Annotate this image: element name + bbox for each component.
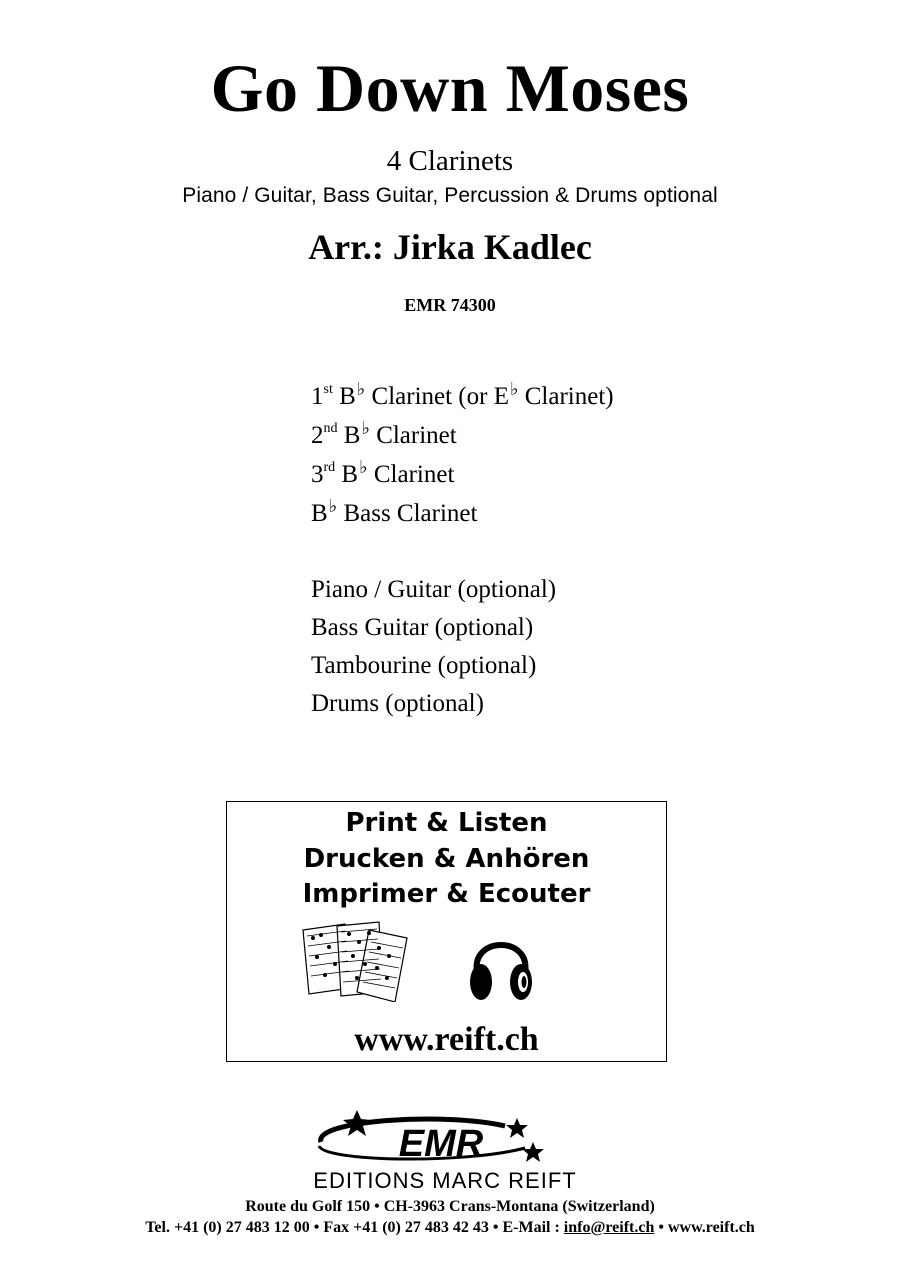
clarinet-parts-list (311, 378, 614, 534)
svg-text:EMR: EMR (398, 1123, 484, 1165)
website-link[interactable]: www.reift.ch (354, 1021, 539, 1058)
promo-line-german: Drucken & Anhören (303, 844, 590, 874)
publisher-address: Route du Golf 150 • CH-3963 Crans-Montana (Switzerland) (245, 1198, 655, 1215)
part-bass-clarinet: B♭ Bass Clarinet (311, 496, 478, 527)
arranger-credit: Arr.: Jirka Kadlec (308, 227, 592, 267)
optional-part: Drums (optional) (311, 690, 484, 717)
publisher-contact: Tel. +41 (0) 27 483 12 00 • Fax +41 (0) 27 483 42 43 • E-Mail : info@reift.ch • www.reift.ch (145, 1219, 755, 1236)
instrumentation-note: Piano / Guitar, Bass Guitar, Percussion & Drums optional (182, 184, 718, 207)
part-clarinet-1: 1st B♭ Clarinet (or E♭ Clarinet) (311, 379, 614, 410)
promo-line-french: Imprimer & Ecouter (302, 879, 591, 909)
part-clarinet-3: 3rd B♭ Clarinet (311, 457, 455, 488)
email-link[interactable]: info@reift.ch (563, 1219, 655, 1236)
catalog-number: EMR 74300 (404, 295, 496, 315)
optional-parts-list (311, 571, 556, 723)
emr-publisher-logo (255, 1108, 635, 1192)
svg-text:EDITIONS MARC REIFT: EDITIONS MARC REIFT (313, 1168, 577, 1192)
flat-sign-icon: ♭ (356, 379, 366, 399)
part-clarinet-2: 2nd B♭ Clarinet (311, 418, 457, 449)
print-listen-box (226, 801, 667, 1062)
optional-part: Tambourine (optional) (311, 652, 537, 679)
optional-part: Bass Guitar (optional) (311, 614, 534, 641)
optional-part: Piano / Guitar (optional) (311, 576, 557, 603)
page-title: Go Down Moses (210, 50, 690, 126)
ensemble-subtitle: 4 Clarinets (386, 145, 514, 177)
headphones-icon (467, 926, 535, 1004)
promo-line-english: Print & Listen (345, 808, 548, 838)
sheet-music-icon (299, 920, 411, 1002)
flat-sign-icon: ♭ (509, 379, 519, 399)
flat-sign-icon: ♭ (328, 496, 338, 516)
flat-sign-icon: ♭ (361, 418, 370, 438)
flat-sign-icon: ♭ (359, 457, 368, 477)
